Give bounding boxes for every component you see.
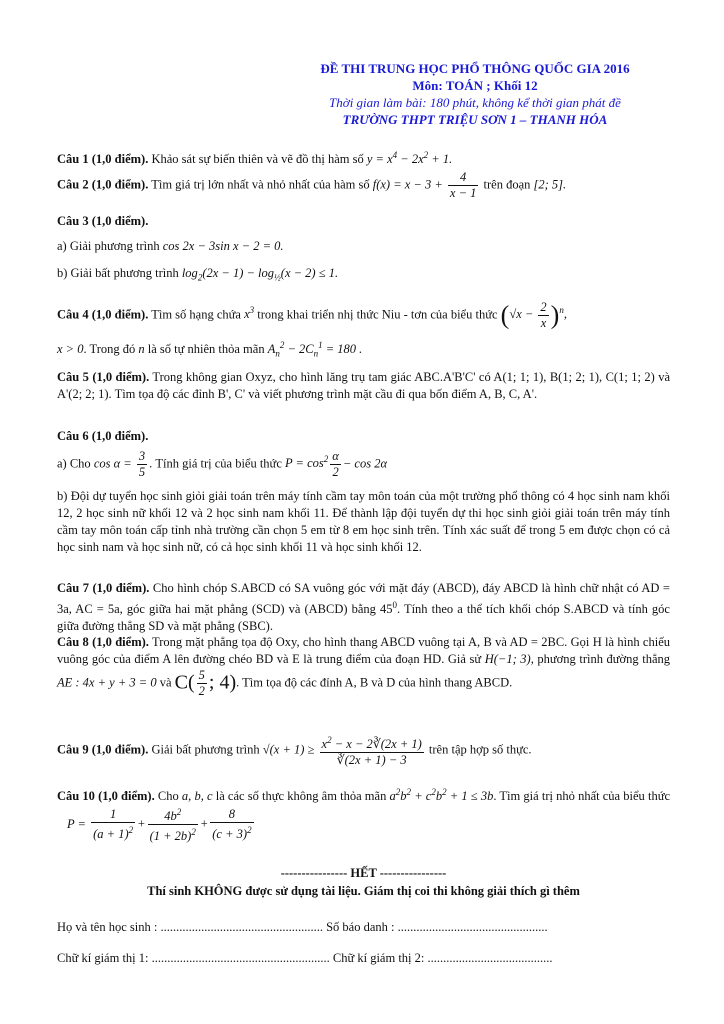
question-2 bbox=[57, 170, 670, 201]
math-fraction: $\frac{x^2 - x - 2∛(2x + 1)}{∛(2x + 1) - 3}$ bbox=[321, 735, 422, 768]
question-label: Câu 6 (1,0 điểm). bbox=[57, 429, 149, 443]
student-info-line: Họ và tên học sinh : .................................................... Số báo danh : ................................................ bbox=[57, 920, 548, 934]
exam-note: Thí sinh KHÔNG được sử dụng tài liệu. Giám thị coi thi không giải thích gì thêm bbox=[147, 884, 580, 898]
question-text: Tìm giá trị lớn nhất và nhỏ nhất của hàm số bbox=[148, 177, 373, 192]
exam-title: ĐỀ THI TRUNG HỌC PHỔ THÔNG QUỐC GIA 2016 bbox=[320, 61, 630, 76]
question-label: Câu 9 (1,0 điểm). bbox=[57, 742, 149, 757]
question-label: Câu 3 (1,0 điểm). bbox=[57, 214, 149, 228]
math-fraction: $\frac{\alpha}{2}$ bbox=[332, 449, 339, 479]
question-7: Câu 7 (1,0 điểm). Cho hình chóp S.ABCD có SA vuông góc với mặt đáy (ABCD), đáy ABCD là hình chữ nhật có AD = 3a, AC = 5a, góc giữa hai mặt phẳng (SCD) và (ABCD) bằng $45^0$. Tính theo a thể tích khối chóp S.ABCD và tính góc giữa đường thẳng SD và mặt phẳng (SBC). bbox=[57, 581, 670, 634]
question-label: Câu 8 (1,0 điểm). bbox=[57, 635, 149, 649]
math-expr: [2; 5]. bbox=[533, 177, 567, 192]
math-expr: $A_n^2 - 2C_n^1 = 180$ . bbox=[267, 340, 363, 359]
math-expr: P = bbox=[67, 816, 90, 831]
exam-school: TRƯỜNG THPT TRIỆU SƠN 1 – THANH HÓA bbox=[342, 112, 608, 127]
math-fraction: $\frac{8}{(c + 3)^2}$ bbox=[212, 807, 252, 842]
exam-time: Thời gian làm bài: 180 phút, không kể thời gian phát đề bbox=[329, 95, 621, 110]
question-label: Câu 7 (1,0 điểm). bbox=[57, 581, 150, 595]
exam-header bbox=[290, 60, 660, 128]
math-fraction: $\frac{3}{5}$ bbox=[138, 449, 146, 479]
math-fraction: $\frac{1}{(a + 1)^2}$ bbox=[93, 807, 134, 842]
supervisor-sign-line: Chữ kí giám thị 1: ......................................................... Chữ kí giám thị 2: ........................................ bbox=[57, 951, 553, 965]
question-part-a: a) Giải phương trình cos 2x − 3sin x − 2 = 0. bbox=[57, 239, 284, 253]
math-expr: H(−1; 3) bbox=[484, 652, 531, 666]
math-fraction: $\frac{4}{x - 1}$ bbox=[449, 170, 477, 200]
question-6 bbox=[57, 428, 670, 556]
math-expr: $y = x^4 - 2x^2 + 1$. bbox=[366, 150, 453, 167]
question-3 bbox=[57, 213, 670, 287]
math-expr: $x^3$ bbox=[244, 305, 255, 322]
question-10: Câu 10 (1,0 điểm). Cho a, b, c là các số thực không âm thỏa mãn $a^2b^2 + c^2b^2 + 1 \le 3b$. Tìm giá trị nhỏ nhất của biểu thức P = $\frac{1}{(a + 1)^2}$ + $\frac{4b^2}{(1 + 2b)^2}$ + $\frac{8}{(c + 3)^2}$ bbox=[57, 787, 671, 844]
question-text: trên đoạn bbox=[480, 177, 534, 192]
question-label: Câu 2 (1,0 điểm). bbox=[57, 177, 149, 192]
question-label: Câu 5 (1,0 điểm). bbox=[57, 370, 150, 384]
question-5 bbox=[57, 369, 670, 403]
math-expr: √(x + 1) ≥ bbox=[262, 742, 318, 757]
question-part-b: b) Giải bất phương trình $\log_2(2x - 1) - \log_{\frac{1}{2}}(x - 2) \le 1$. bbox=[57, 266, 339, 283]
question-label: Câu 1 (1,0 điểm). bbox=[57, 152, 149, 167]
math-fraction: $\frac{5}{2}$ bbox=[198, 668, 205, 698]
question-label: Câu 4 (1,0 điểm). bbox=[57, 307, 149, 322]
question-part-a: a) Cho cos α = $\frac{3}{5}$ . Tính giá trị của biểu thức $P = \cos^2$ $\frac{\alpha}{2}$ − cos 2α bbox=[57, 449, 388, 479]
exam-subject: Môn: TOÁN ; Khối 12 bbox=[412, 78, 538, 93]
math-expr: (√x − bbox=[500, 301, 537, 330]
end-marker: ---------------- HẾT ---------------- bbox=[280, 866, 447, 880]
math-fraction: $\frac{2}{x}$ bbox=[540, 300, 547, 330]
math-expr: $\log_2(2x - 1) - \log_{\frac{1}{2}}(x - 2) \le 1$. bbox=[181, 266, 339, 283]
question-9: Câu 9 (1,0 điểm). Giải bất phương trình √(x + 1) ≥ $\frac{x^2 - x - 2∛(2x + 1)}{∛(2x + 1) - 3}$ trên tập hợp số thực. bbox=[57, 735, 532, 768]
math-expr: cos 2x − 3sin x − 2 = 0. bbox=[162, 239, 284, 253]
math-fraction: $\frac{4b^2}{(1 + 2b)^2}$ bbox=[149, 807, 196, 844]
question-4: Câu 4 (1,0 điểm). Tìm số hạng chứa $x^3$ trong khai triển nhị thức Niu - tơn của biểu thức (√x − $\frac{2}{x}$ )$^n$, x > 0. Trong đó n là số tự nhiên thỏa mãn $A_n^2 - 2C_n^1 = 180$ . bbox=[57, 300, 670, 363]
question-8: Câu 8 (1,0 điểm). Trong mặt phẳng tọa độ Oxy, cho hình thang ABCD vuông tại A, B và AD = 2BC. Gọi H là hình chiếu vuông góc của điểm A lên đường chéo BD và E là trung điểm của đoạn HD. Giả sử H(−1; 3), phương trình đường thẳng AE : 4x + y + 3 = 0 và C( $\frac{5}{2}$ ; 4). Tìm tọa độ các đỉnh A, B và D của hình thang ABCD. bbox=[57, 635, 670, 698]
question-label: Câu 10 (1,0 điểm). bbox=[57, 789, 155, 804]
question-part-b: b) Đội dự tuyển học sinh giỏi giải toán trên máy tính cầm tay môn toán của một trường phổ thông có 4 học sinh nam khối 12, 2 học sinh nữ khối 12 và 2 học sinh nam khối 11. Để thành lập đội tuyển dự thi học sinh giỏi giải toán trên máy tính cầm tay môn toán cấp tỉnh nhà trường cần chọn 5 em từ 8 em học sinh trên. Tính xác suất để trong 5 em được chọn có cả học sinh nam và học sinh nữ, có cả học sinh khối 11 và học sinh khối 12. bbox=[57, 489, 670, 554]
question-line: x > 0. Trong đó n là số tự nhiên thỏa mãn $A_n^2 - 2C_n^1 = 180$ . bbox=[57, 340, 363, 359]
question-text: Trong không gian Oxyz, cho hình lăng trụ tam giác ABC.A'B'C' có A(1; 1; 1), B(1; 2; 1), C(1; 1; 2) và A'(2; 2; 1). Tìm tọa độ các đỉnh B', C' và viết phương trình mặt cầu đi qua bốn điểm A, B, C, A'. bbox=[57, 370, 670, 401]
math-expr: $a^2b^2 + c^2b^2 + 1 \le 3b$ bbox=[389, 787, 494, 804]
question-text: Khảo sát sự biến thiên và vẽ đồ thị hàm số bbox=[148, 152, 367, 167]
math-expr: f(x) = x − 3 + bbox=[372, 177, 446, 192]
math-expr: $P = \cos^2$ bbox=[285, 454, 329, 471]
question-1 bbox=[57, 147, 670, 168]
math-expr: AE : 4x + y + 3 = 0 bbox=[57, 675, 157, 690]
math-expr: C( bbox=[174, 672, 195, 694]
